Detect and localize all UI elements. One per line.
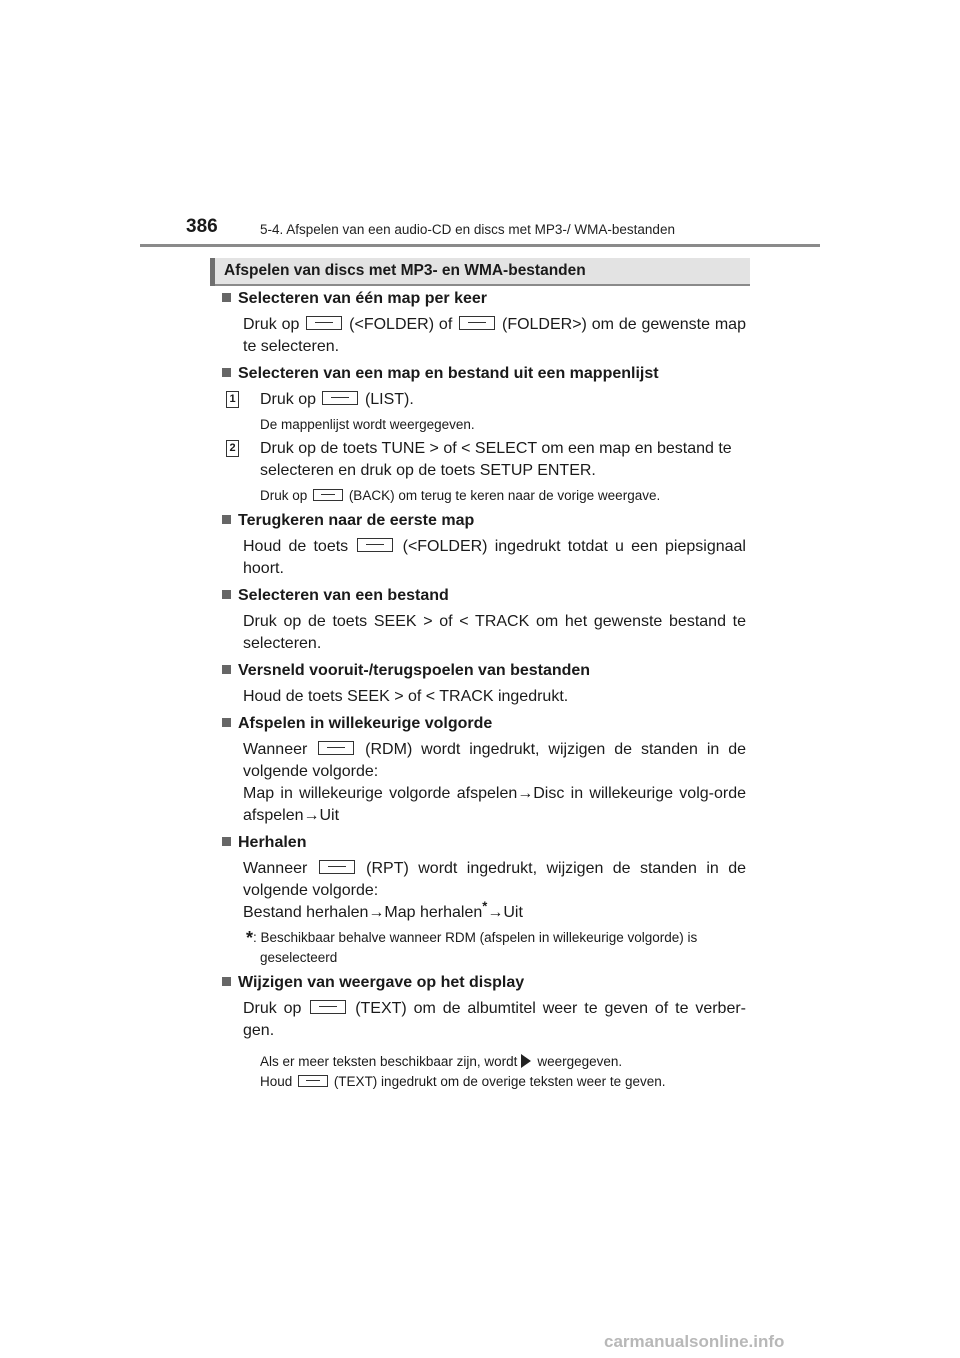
note-more-text: Als er meer teksten beschikbaar zijn, wordt weergegeven. [260,1054,623,1069]
footnote-marker: * [482,898,488,914]
square-bullet-icon [222,293,231,302]
step-number-1: 1 [226,391,239,408]
section-bar-accent [210,258,215,286]
heading-select-folder: Selecteren van één map per keer [222,288,746,310]
text-random: Wanneer (RDM) wordt ingedrukt, wijzigen de standen in de volgende volgorde: Map in willekeurige volgorde afspelen→Disc in willekeurige volg-orde afspelen→Uit [243,741,746,824]
text-select-folder: Druk op (<FOLDER) of (FOLDER>) om de gewenste map te selecteren. [243,316,746,355]
heading-select-file: Selecteren van een bestand [222,585,746,607]
section-title: Afspelen van discs met MP3- en WMA-bestanden [224,262,586,279]
page-content [222,288,746,1092]
note-folder-list-shown: De mappenlijst wordt weergegeven. [260,417,475,432]
button-icon [298,1075,328,1087]
text-fast-forward: Houd de toets SEEK > of < TRACK ingedrukt. [243,688,569,705]
text-display: Druk op (TEXT) om de albumtitel weer te geven of te verber-gen. [243,1000,747,1039]
button-icon [310,1000,346,1014]
step-number-2: 2 [226,440,239,457]
note-hold-text: Houd (TEXT) ingedrukt om de overige teksten weer te geven. [260,1074,666,1089]
heading-repeat: Herhalen [222,832,746,854]
button-icon [318,741,354,755]
footnote-repeat: *: Beschikbaar behalve wanneer RDM (afspelen in willekeurige volgorde) is geselecteerd [246,928,698,965]
text-first-folder: Houd de toets (<FOLDER) ingedrukt totdat u een piepsignaal hoort. [243,538,746,577]
button-icon [306,316,342,330]
button-icon [319,860,355,874]
text-select-file: Druk op de toets SEEK > of < TRACK om het gewenste bestand te selecteren. [243,613,746,652]
page-number: 386 [186,216,218,237]
chapter-title: 5-4. Afspelen van een audio-CD en discs met MP3-/ WMA-bestanden [260,222,675,237]
square-bullet-icon [222,665,231,674]
square-bullet-icon [222,515,231,524]
heading-fast-forward: Versneld vooruit-/terugspoelen van bestanden [222,660,746,682]
note-back: Druk op (BACK) om terug te keren naar de vorige weergave. [260,488,661,503]
step-2: 2 Druk op de toets TUNE > of < SELECT om een map en bestand te selecteren en druk op de toets SETUP ENTER. [222,438,746,482]
step-1: 1 Druk op (LIST). [222,389,746,411]
button-icon [313,489,343,501]
text-repeat: Wanneer (RPT) wordt ingedrukt, wijzigen de standen in de volgende volgorde: Bestand herhalen→Map herhalen*→Uit [243,860,747,921]
square-bullet-icon [222,590,231,599]
button-icon [322,391,358,405]
footnote-star: * [246,928,254,948]
square-bullet-icon [222,368,231,377]
button-icon [357,538,393,552]
section-title-bar [210,258,750,286]
square-bullet-icon [222,977,231,986]
button-icon [459,316,495,330]
heading-first-folder: Terugkeren naar de eerste map [222,510,746,532]
page-header [140,212,820,246]
square-bullet-icon [222,837,231,846]
square-bullet-icon [222,718,231,727]
heading-display: Wijzigen van weergave op het display [222,972,746,994]
header-rule [140,244,820,247]
more-text-arrow-icon [521,1054,531,1068]
heading-random: Afspelen in willekeurige volgorde [222,713,746,735]
watermark: carmanualsonline.info [604,1332,785,1351]
heading-folder-list: Selecteren van een map en bestand uit een mappenlijst [222,363,746,385]
